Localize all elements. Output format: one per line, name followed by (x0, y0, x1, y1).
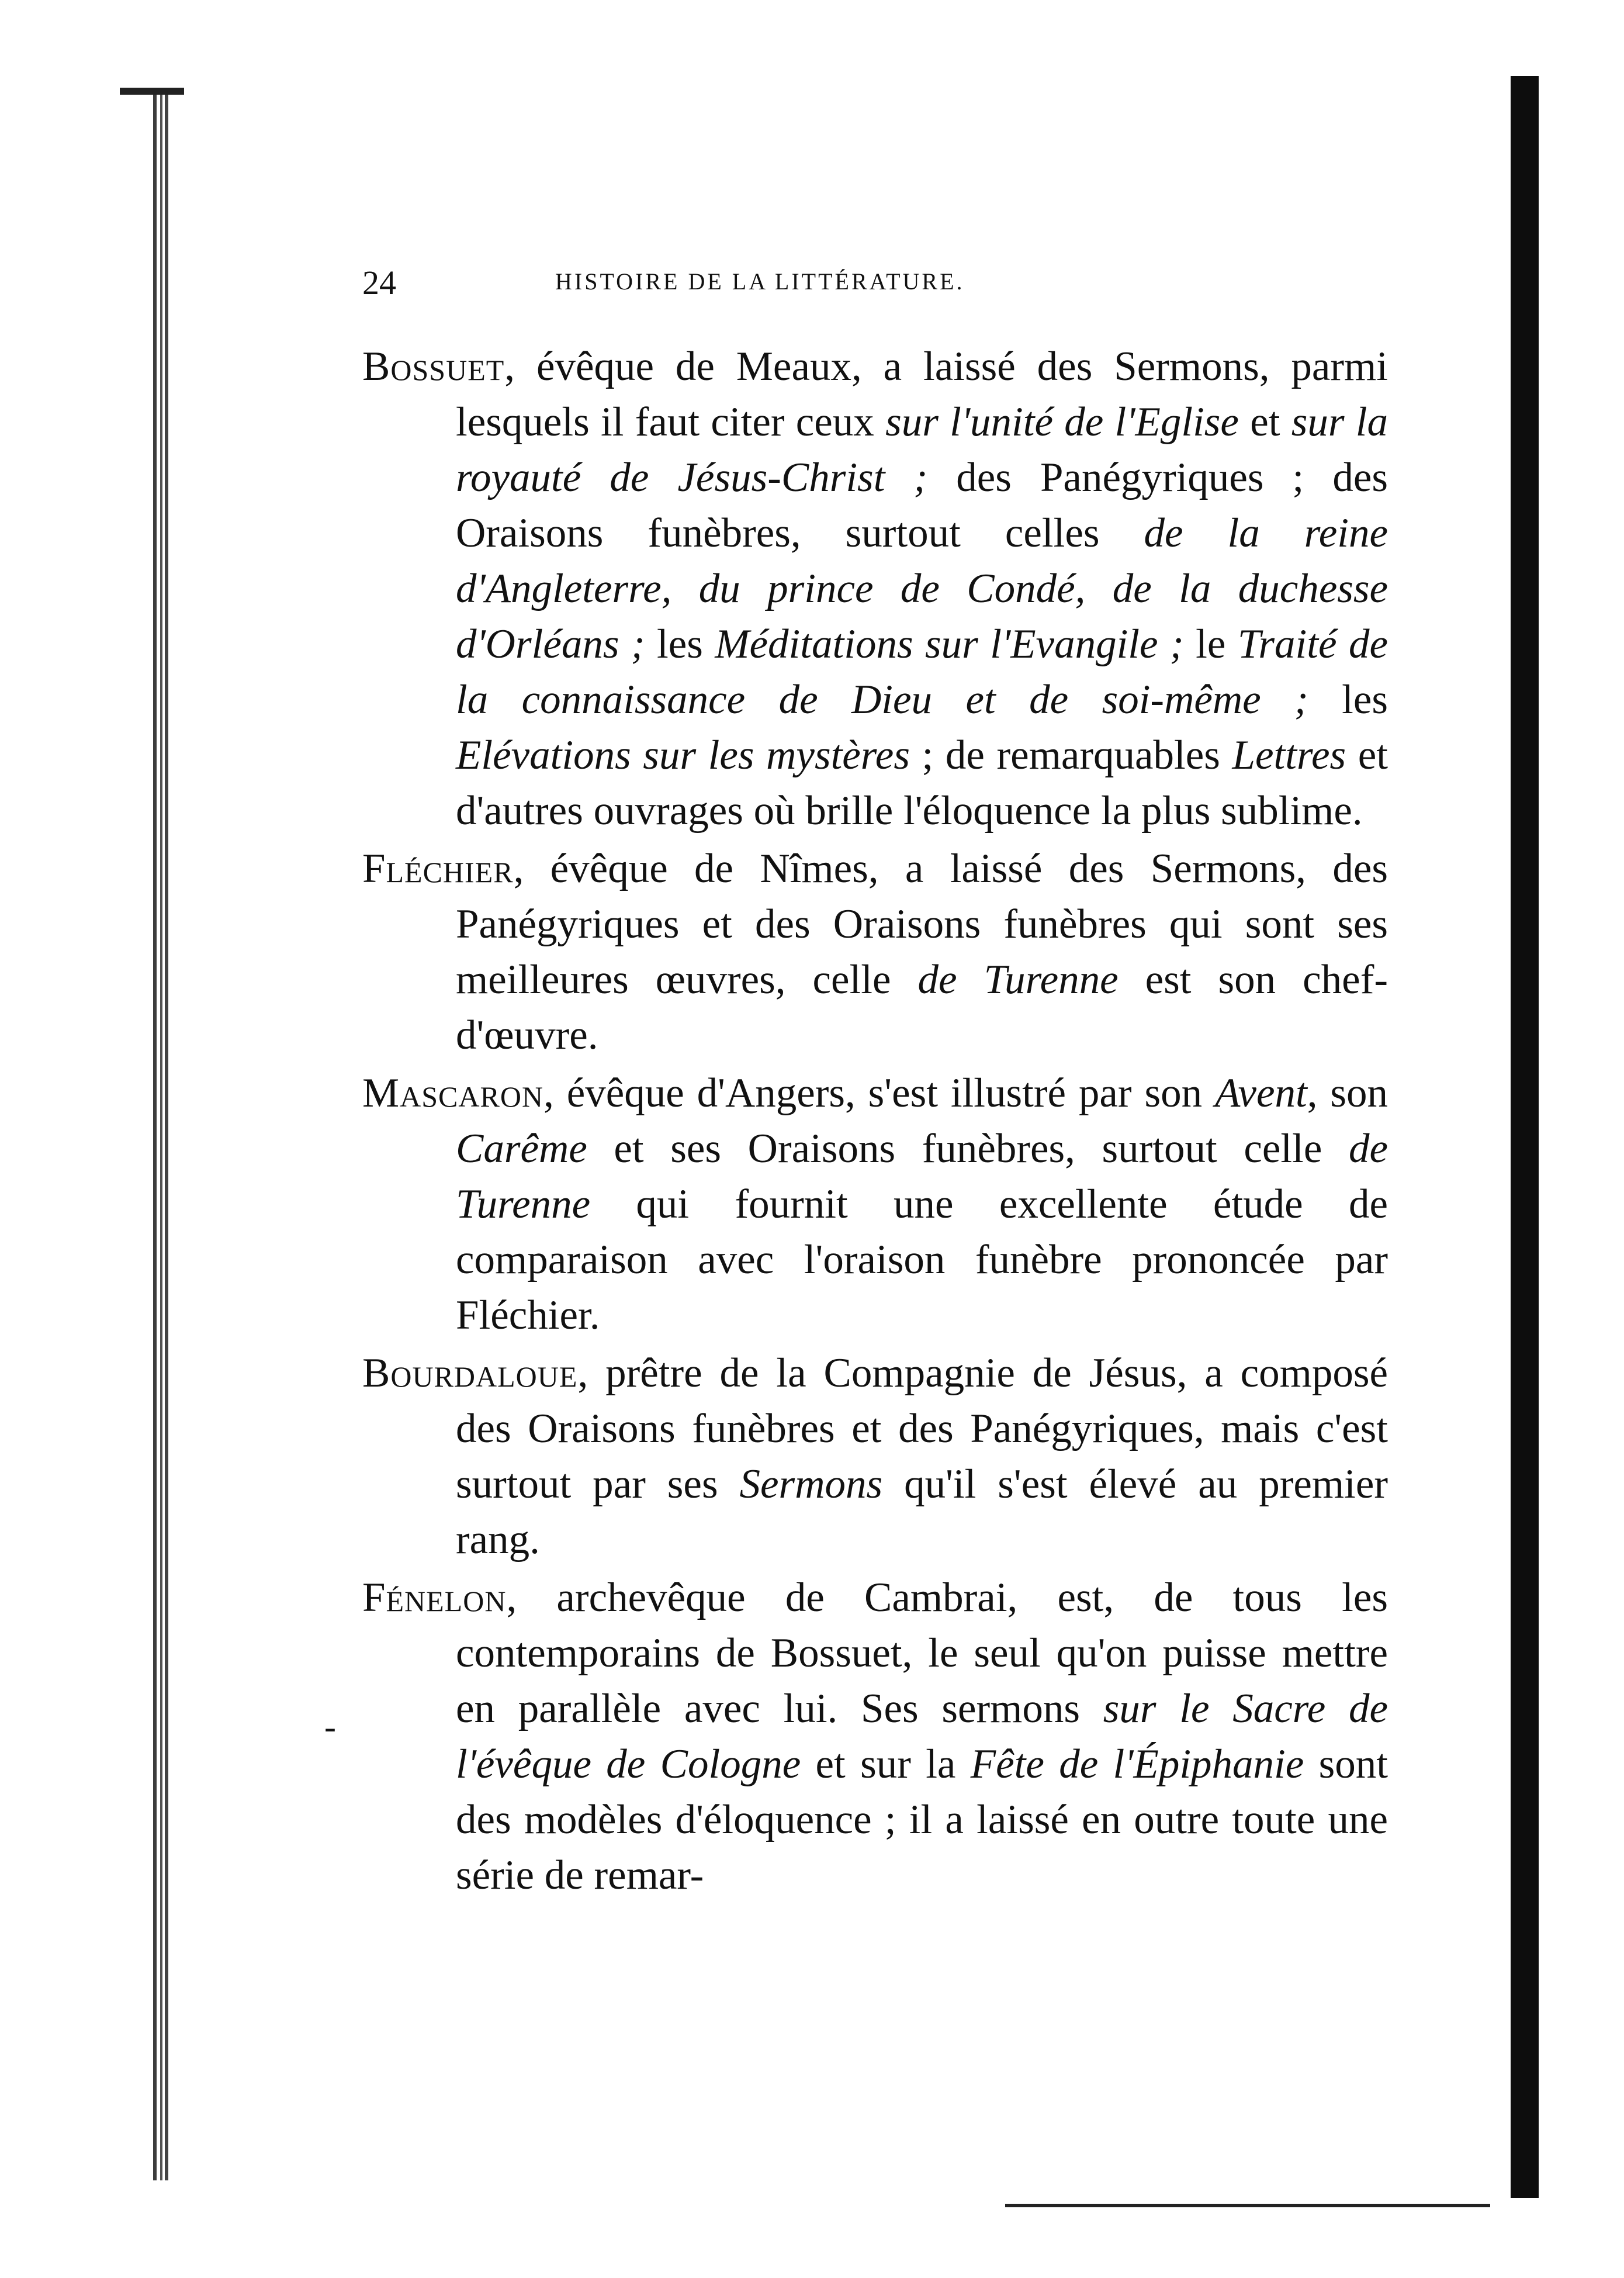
author-name: Fénelon (362, 1575, 507, 1620)
work-title: Avent (1215, 1070, 1307, 1116)
binding-top-mark (120, 88, 184, 95)
work-title: de Turenne (456, 1126, 1388, 1227)
body-text: , prêtre de la Compagnie de Jésus, a composé des Oraisons funèbres et des Panégyriques, mais c'est surtout par ses (456, 1350, 1388, 1507)
body-text: et d'autres ouvrages où brille l'éloquence la plus sublime. (456, 732, 1388, 834)
work-title: Fête de l'Épiphanie (970, 1741, 1304, 1787)
body-text: , évêque de Meaux, a laissé des Sermons, parmi lesquels il faut citer ceux (456, 344, 1388, 445)
body-text: , son (1307, 1070, 1388, 1116)
author-name: Bossuet (362, 344, 505, 389)
author-name: Bourdaloue (362, 1350, 578, 1396)
work-title: Elévations sur les mystères (456, 732, 910, 778)
entry-paragraph (362, 339, 1388, 839)
body-text: , évêque de Nîmes, a laissé des Sermons, des Panégyriques et des Oraisons funèbres qui sont ses meilleures œuvres, celle (456, 846, 1388, 1003)
body-text: sont des modèles d'éloquence ; il a laissé en outre toute une série de remar- (456, 1741, 1388, 1898)
margin-mark: - (324, 1707, 336, 1746)
body-text: et sur la (801, 1741, 971, 1787)
work-title: sur la royauté de Jésus-Christ ; (456, 399, 1388, 500)
entry-paragraph (362, 1066, 1388, 1343)
work-title: sur le Sacre de l'évêque de Cologne (456, 1686, 1388, 1787)
work-title: Traité de la connaissance de Dieu et de soi-même ; (456, 621, 1388, 723)
body-text: des Panégyriques ; des Oraisons funèbres, surtout celles (456, 455, 1388, 556)
entry-paragraph (362, 1346, 1388, 1568)
body-text: et (1238, 399, 1291, 445)
work-title: sur l'unité de l'Eglise (885, 399, 1239, 445)
running-title: HISTOIRE DE LA LITTÉRATURE. (555, 268, 965, 295)
bottom-rule (1005, 2204, 1490, 2207)
body-text: les (645, 621, 715, 667)
right-page-edge (1511, 76, 1539, 2198)
work-title: Sermons (739, 1461, 883, 1507)
body-text: , évêque d'Angers, s'est illustré par son (543, 1070, 1215, 1116)
text-block (362, 339, 1388, 1906)
entry-paragraph (362, 841, 1388, 1063)
work-title: Méditations sur l'Evangile ; (715, 621, 1184, 667)
body-text: ; de remarquables (909, 732, 1232, 778)
work-title: de la reine d'Angleterre, du prince de Condé, de la duchesse d'Orléans ; (456, 510, 1388, 667)
author-name: Mascaron (362, 1070, 544, 1116)
body-text: qu'il s'est élevé au premier rang. (456, 1461, 1388, 1563)
body-text: et ses Oraisons funèbres, surtout celle (587, 1126, 1349, 1171)
body-text: est son chef-d'œuvre. (456, 957, 1388, 1058)
work-title: Lettres (1232, 732, 1346, 778)
body-text: le (1183, 621, 1238, 667)
page-number: 24 (362, 264, 396, 302)
work-title: de Turenne (917, 957, 1119, 1003)
author-name: Fléchier (362, 846, 514, 891)
work-title: Carême (456, 1126, 587, 1171)
body-text: les (1308, 677, 1388, 723)
body-text: qui fournit une excellente étude de comparaison avec l'oraison funèbre prononcée par Fléchier. (456, 1181, 1388, 1338)
running-head (362, 263, 1163, 310)
left-binding-edge (153, 88, 169, 2180)
body-text: , archevêque de Cambrai, est, de tous les contemporains de Bossuet, le seul qu'on puisse mettre en parallèle avec lui. Ses sermons (456, 1575, 1388, 1731)
entry-paragraph (362, 1570, 1388, 1903)
